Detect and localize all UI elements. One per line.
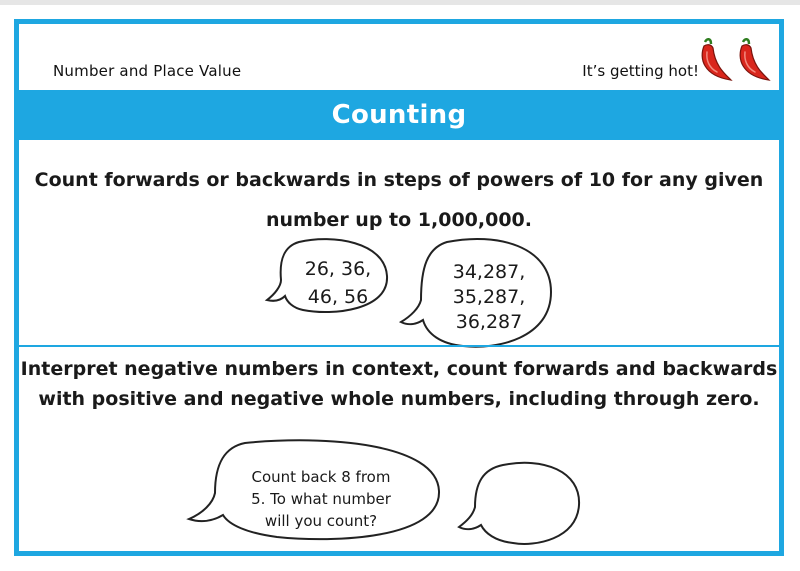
bubble-question-line-1: Count back 8 from	[251, 468, 391, 486]
bubble-1-line-1: 26, 36,	[304, 258, 372, 280]
bubble-2-line-3: 36,287	[455, 311, 523, 333]
empty-answer-bubble	[455, 461, 585, 549]
objective-text-line-1: Interpret negative numbers in context, count forwards and backwards	[20, 358, 778, 380]
bubble-2-line-2: 35,287,	[452, 286, 526, 308]
section-negative-numbers	[19, 347, 779, 556]
bubble-1-line-2: 46, 56	[307, 286, 369, 308]
top-strip	[0, 0, 800, 5]
section-steps-of-powers	[19, 140, 779, 347]
chilli-pepper-icon	[695, 36, 735, 88]
objective-text-line-2: with positive and negative whole numbers, including through zero.	[38, 388, 760, 410]
title-band	[19, 90, 779, 140]
resource-card	[14, 19, 784, 556]
objective-text-line-1: Count forwards or backwards in steps of powers of 10 for any given	[34, 169, 764, 191]
page-title: Counting	[331, 100, 467, 130]
bubble-2-line-1: 34,287,	[452, 261, 526, 283]
difficulty-label: It’s getting hot!	[582, 62, 699, 80]
chilli-pepper-icon	[733, 36, 773, 88]
bubble-question-line-3: will you count?	[264, 512, 378, 530]
subject-label: Number and Place Value	[53, 62, 242, 80]
objective-text-line-2: number up to 1,000,000.	[265, 209, 532, 231]
card-header	[19, 24, 779, 90]
bubble-question-line-2: 5. To what number	[251, 490, 391, 508]
